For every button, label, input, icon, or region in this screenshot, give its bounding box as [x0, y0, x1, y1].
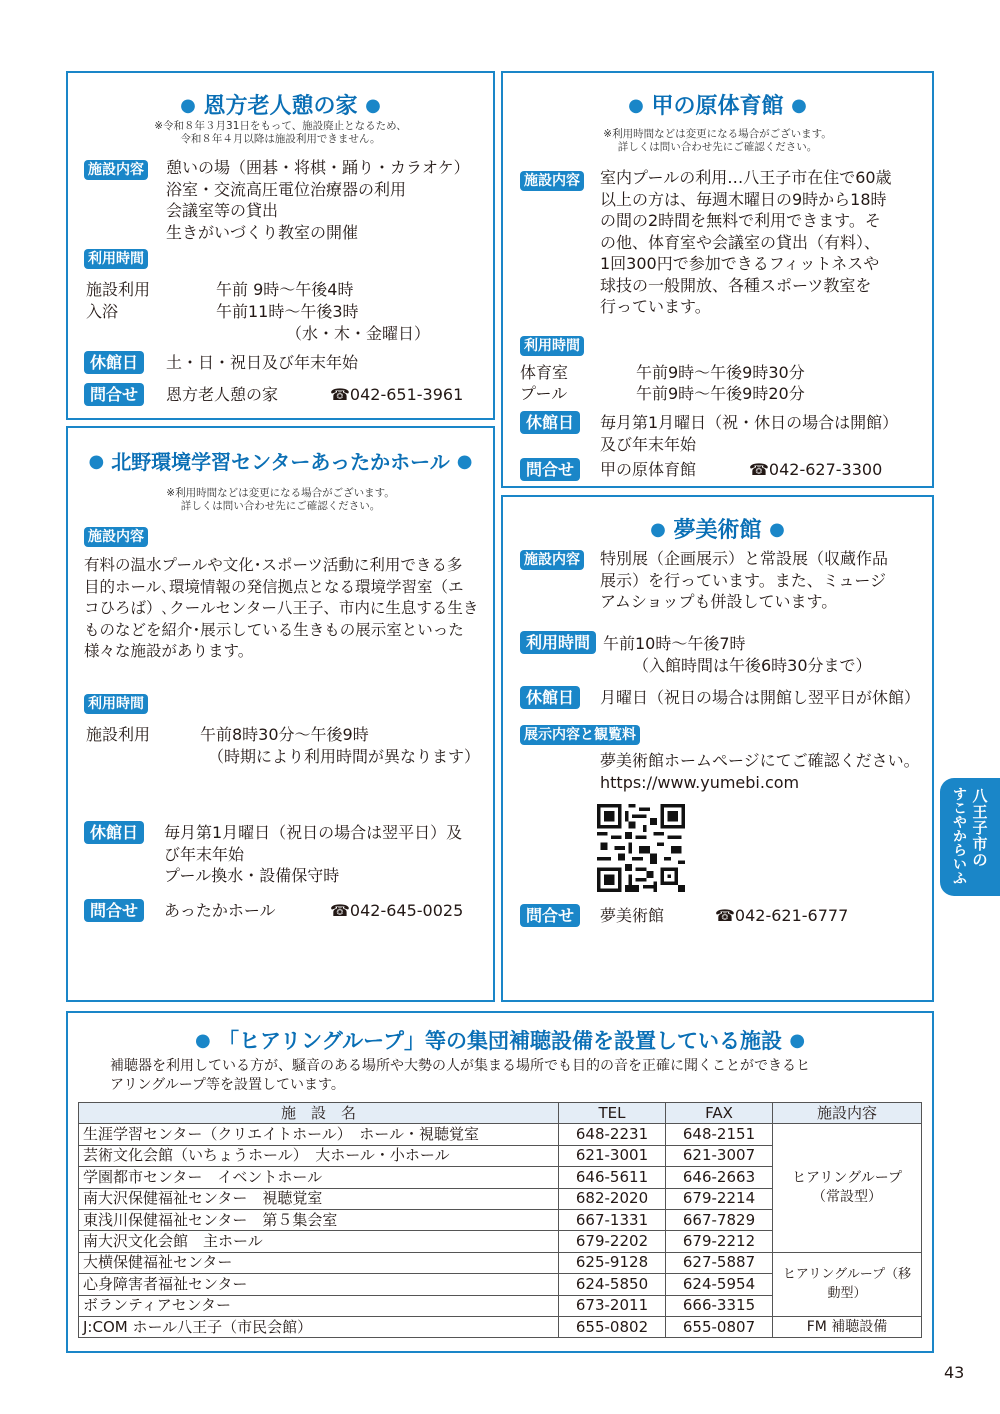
cell-name: 生涯学習センター（クリエイトホール） ホール・視聴覚室 — [79, 1124, 559, 1145]
cell-tel: 673-2011 — [559, 1295, 666, 1316]
col-header: TEL — [559, 1103, 666, 1124]
cell-name: 心身障害者福祉センター — [79, 1274, 559, 1295]
cell-name: J:COM ホール八王子（市民会館） — [79, 1316, 559, 1337]
cell-tel: 682-2020 — [559, 1188, 666, 1209]
bullet-icon: ● — [180, 95, 196, 116]
cell-fax: 648-2151 — [666, 1124, 773, 1145]
cell-fax: 666-3315 — [666, 1295, 773, 1316]
hearing-title: ● 「ヒアリングループ」等の集団補聴設備を設置している施設 ● — [194, 1029, 806, 1053]
bullet-icon: ● — [456, 451, 473, 472]
cell-name: 東浅川保健福祉センター 第５集会室 — [79, 1209, 559, 1230]
tag-contact: 問合せ — [520, 904, 580, 927]
kitano-box — [66, 426, 495, 1002]
kitano-note: ※利用時間などは変更になる場合がございます。 詳しくは問い合わせ先にご確認ください。 — [166, 487, 395, 512]
onkata-note: ※令和８年３月31日をもって、施設廃止となるため、 令和８年４月以降は施設利用できません。 — [154, 120, 407, 145]
onkata-content: 憩いの場（囲碁・将棋・踊り・カラオケ） 浴室・交流高圧電位治療器の利用 会議室等の貸出 生きがいづくり教室の開催 — [166, 158, 470, 242]
cell-tel: 624-5850 — [559, 1274, 666, 1295]
cell-tel: 646-5611 — [559, 1167, 666, 1188]
yumebi-box — [501, 495, 934, 1002]
cell-tel: 679-2202 — [559, 1231, 666, 1252]
onkata-hours-value3: （水・木・金曜日） — [286, 324, 431, 343]
tag-content: 施設内容 — [520, 550, 584, 570]
yumebi-closed: 月曜日（祝日の場合は開館し翌平日が休館） — [600, 688, 921, 707]
side-tab — [940, 778, 1000, 896]
qr-code-icon[interactable] — [597, 804, 685, 892]
bullet-icon: ● — [650, 519, 666, 540]
tag-contact: 問合せ — [84, 899, 144, 922]
yumebi-hours-value1: 午前10時～午後7時 — [603, 634, 746, 653]
hearing-table — [78, 1102, 922, 1338]
hearing-intro: 補聴器を利用している方が、騒音のある場所や大勢の人が集まる場所でも目的の音を正確に聞くことができるヒ アリングループ等を設置しています。 — [110, 1058, 810, 1093]
tag-closed: 休館日 — [520, 411, 580, 434]
page-number: 43 — [944, 1363, 965, 1382]
yumebi-title: ● 夢美術館 ● — [650, 518, 785, 543]
cell-tel: 667-1331 — [559, 1209, 666, 1230]
onkata-hours-label1: 施設利用 — [86, 280, 151, 299]
yumebi-contact-name: 夢美術館 — [600, 906, 665, 925]
tag-content: 施設内容 — [84, 527, 148, 547]
kouno-note: ※利用時間などは変更になる場合がございます。 詳しくは問い合わせ先にご確認ください。 — [603, 128, 832, 153]
tag-content: 施設内容 — [84, 160, 148, 180]
cell-fax: 627-5887 — [666, 1252, 773, 1273]
kitano-content: 有料の温水プールや文化･スポーツ活動に利用できる多 目的ホール､環境情報の発信拠点となる環境学習室（エ コひろば）､クールセンター八王子、市内に生息する生き ものなどを紹介･展示している生きもの展示室といった 様々な施設があります。 — [84, 556, 479, 660]
kouno-hours-label2: プール — [520, 384, 568, 403]
tag-hours: 利用時間 — [520, 631, 596, 654]
onkata-hours-label2: 入浴 — [86, 302, 119, 321]
side-tab-line1: 八王子市の — [972, 787, 988, 869]
tag-content: 施設内容 — [520, 171, 584, 191]
cell-fax: 679-2212 — [666, 1231, 773, 1252]
bullet-icon: ● — [365, 95, 381, 116]
cell-tel: 621-3001 — [559, 1145, 666, 1166]
cell-name: ボランティアセンター — [79, 1295, 559, 1316]
cell-fax: 621-3007 — [666, 1145, 773, 1166]
kouno-hours-label1: 体育室 — [520, 363, 569, 382]
bullet-icon: ● — [789, 1030, 806, 1051]
kouno-content: 室内プールの利用…八王子市在住で60歳 以上の方は、毎週木曜日の9時から18時 の間の2時間を無料で利用できます。そ の他、体育室や会議室の貸出（有料）、 1回300円で参加できるフィットネスや 球技の一般開放、各種スポーツ教室を 行っています。 — [600, 168, 892, 316]
onkata-contact-tel: ☎042-651-3961 — [330, 385, 464, 404]
kitano-closed: 毎月第1月曜日（祝日の場合は翌平日）及 び年末年始 プール換水・設備保守時 — [164, 823, 463, 885]
kouno-title: ● 甲の原体育館 ● — [628, 94, 807, 119]
kouno-contact-tel: ☎042-627-3300 — [749, 460, 883, 479]
tag-hours: 利用時間 — [520, 336, 584, 356]
table-row — [79, 1124, 922, 1145]
tag-contact: 問合せ — [520, 458, 580, 481]
cell-fax: 655-0807 — [666, 1316, 773, 1337]
kitano-title: ● 北野環境学習センターあったかホール ● — [88, 450, 473, 474]
yumebi-exhibit: 夢美術館ホームページにてご確認ください。 https://www.yumebi.com — [600, 751, 920, 792]
cell-tel: 625-9128 — [559, 1252, 666, 1273]
tag-hours: 利用時間 — [84, 249, 148, 269]
tag-closed: 休館日 — [84, 351, 144, 374]
kitano-hours-label1: 施設利用 — [86, 725, 151, 744]
bullet-icon: ● — [791, 95, 807, 116]
cell-name: 大横保健福祉センター — [79, 1252, 559, 1273]
cell-fax: 624-5954 — [666, 1274, 773, 1295]
cell-name: 芸術文化会館（いちょうホール） 大ホール・小ホール — [79, 1145, 559, 1166]
yumebi-url-link[interactable]: https://www.yumebi.com — [600, 772, 800, 792]
col-header: FAX — [666, 1103, 773, 1124]
cell-tel: 655-0802 — [559, 1316, 666, 1337]
bullet-icon: ● — [194, 1030, 211, 1051]
onkata-contact-name: 恩方老人憩の家 — [166, 385, 279, 404]
cell-name: 南大沢文化会館 主ホール — [79, 1231, 559, 1252]
kitano-contact-tel: ☎042-645-0025 — [330, 901, 464, 920]
tag-closed: 休館日 — [520, 686, 580, 709]
tag-contact: 問合せ — [84, 383, 144, 406]
cell-fax: 667-7829 — [666, 1209, 773, 1230]
yumebi-content: 特別展（企画展示）と常設展（収蔵作品 展示）を行っています。また、ミュージ アムショップも併設しています。 — [600, 549, 889, 611]
table-row — [79, 1316, 922, 1337]
kitano-hours-value1: 午前8時30分～午後9時 — [200, 725, 369, 744]
cell-fax: 679-2214 — [666, 1188, 773, 1209]
yumebi-contact-tel: ☎042-621-6777 — [715, 906, 849, 925]
table-header-row — [79, 1103, 922, 1124]
onkata-hours-value1: 午前 9時～午後4時 — [216, 280, 354, 299]
cell-category: FM 補聴設備 — [773, 1316, 922, 1337]
cell-category: ヒアリングループ（移動型） — [773, 1252, 922, 1316]
kitano-contact-name: あったかホール — [164, 901, 276, 920]
cell-tel: 648-2231 — [559, 1124, 666, 1145]
kouno-contact-name: 甲の原体育館 — [600, 460, 697, 479]
cell-name: 南大沢保健福祉センター 視聴覚室 — [79, 1188, 559, 1209]
col-header: 施 設 名 — [79, 1103, 559, 1124]
bullet-icon: ● — [88, 451, 105, 472]
kitano-hours-value2: （時期により利用時間が異なります） — [208, 747, 481, 766]
onkata-title: ● 恩方老人憩の家 ● — [180, 94, 381, 119]
kouno-closed: 毎月第1月曜日（祝・休日の場合は開館） 及び年末年始 — [600, 413, 899, 454]
onkata-box — [66, 71, 495, 420]
tag-closed: 休館日 — [84, 821, 144, 844]
tag-exhibit: 展示内容と観覧料 — [520, 725, 640, 745]
bullet-icon: ● — [769, 519, 785, 540]
kouno-box — [501, 71, 934, 488]
kouno-hours-value1: 午前9時～午後9時30分 — [636, 363, 805, 382]
onkata-hours-value2: 午前11時～午後3時 — [216, 302, 359, 321]
tag-hours: 利用時間 — [84, 694, 148, 714]
kouno-hours-value2: 午前9時～午後9時20分 — [636, 384, 805, 403]
table-row — [79, 1252, 922, 1273]
col-header: 施設内容 — [773, 1103, 922, 1124]
onkata-closed: 土・日・祝日及び年末年始 — [166, 353, 359, 372]
bullet-icon: ● — [628, 95, 644, 116]
cell-category: ヒアリングループ （常設型） — [773, 1124, 922, 1252]
cell-fax: 646-2663 — [666, 1167, 773, 1188]
side-tab-line2: すこやからいふ — [953, 787, 967, 887]
yumebi-hours-value2: （入館時間は午後6時30分まで） — [633, 656, 872, 675]
cell-name: 学園都市センター イベントホール — [79, 1167, 559, 1188]
